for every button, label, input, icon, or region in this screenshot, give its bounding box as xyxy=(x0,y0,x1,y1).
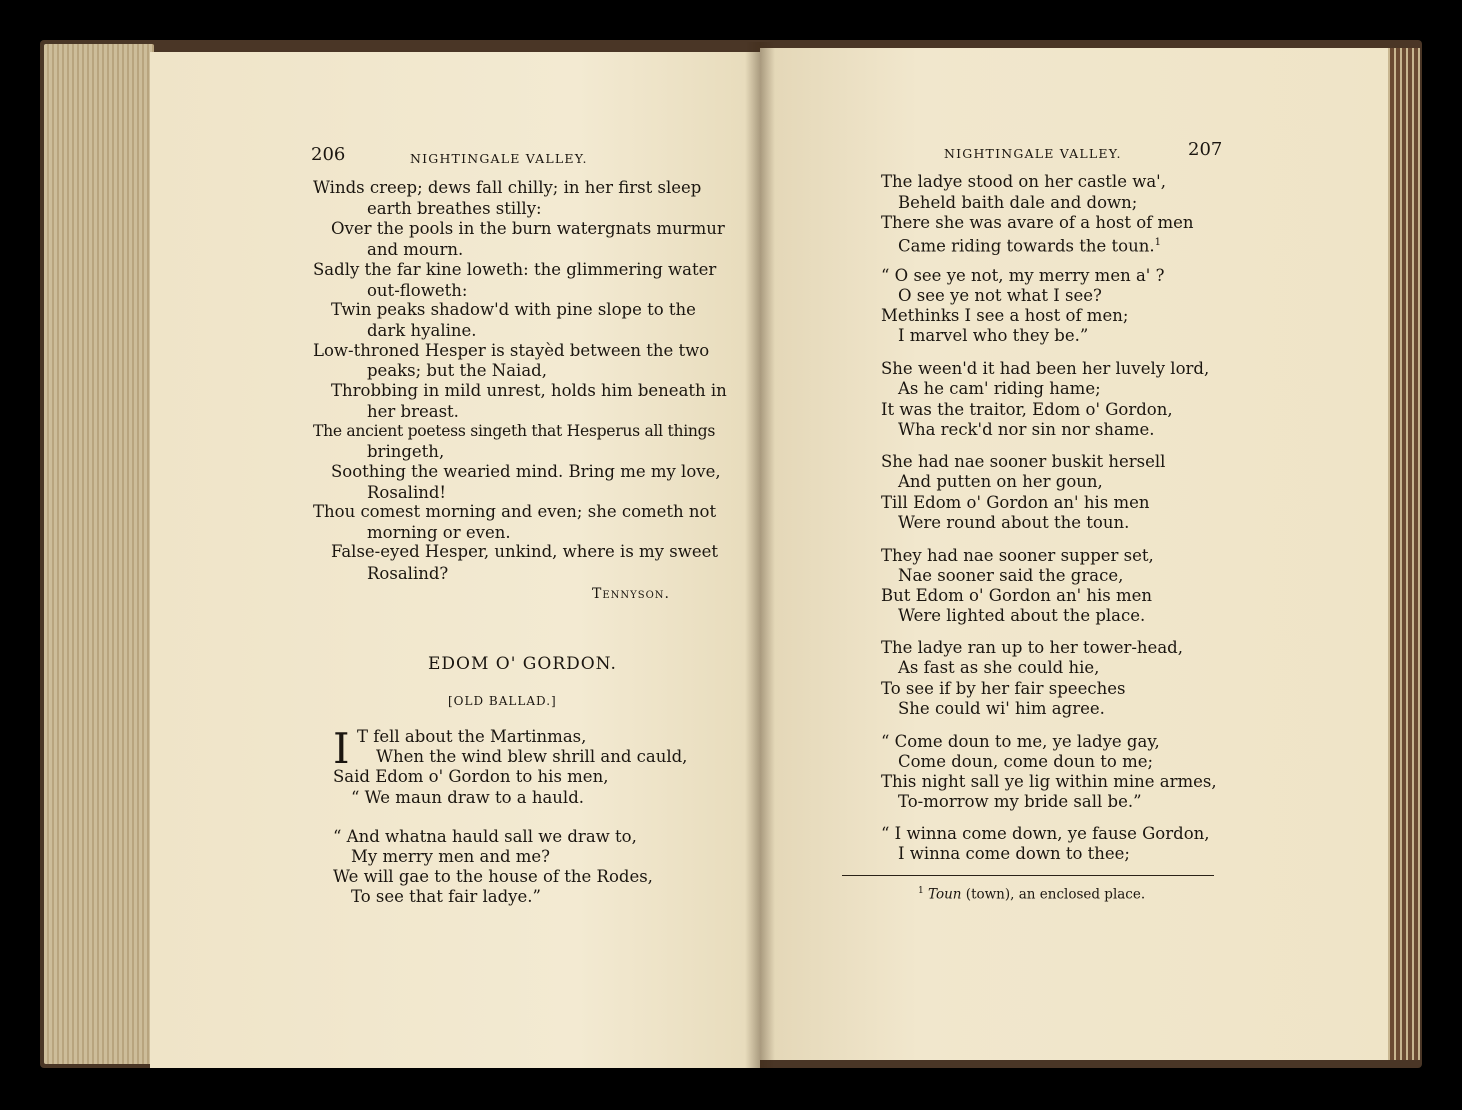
poem-line: Rosalind! xyxy=(367,483,447,502)
footnote-rule xyxy=(842,875,1214,876)
ballad-line: They had nae sooner supper set, xyxy=(881,546,1154,565)
poem-line: Low-throned Hesper is stayèd between the two xyxy=(313,341,710,360)
footnote-marker: 1 xyxy=(918,886,924,896)
ballad-line: As fast as she could hie, xyxy=(898,658,1100,677)
ballad-line: Beheld baith dale and down; xyxy=(898,193,1138,212)
page-number-right: 207 xyxy=(1188,139,1223,160)
ballad-line: This night sall ye lig within mine armes, xyxy=(881,772,1217,791)
poem-line: Twin peaks shadow'd with pine slope to the xyxy=(331,300,696,319)
ballad-line: As he cam' riding hame; xyxy=(898,379,1101,398)
spine-gutter xyxy=(745,42,775,1068)
poem-line: Throbbing in mild unrest, holds him beneath in xyxy=(331,381,727,400)
ballad-line: I winna come down to thee; xyxy=(898,844,1130,863)
ballad-line: She could wi' him agree. xyxy=(898,699,1105,718)
page-edges-right xyxy=(1388,48,1420,1060)
ballad-line: Came riding towards the toun. xyxy=(898,236,1155,256)
ballad-line: “ O see ye not, my merry men a' ? xyxy=(881,266,1165,285)
footnote-term: Toun xyxy=(928,886,962,903)
ballad-line: To see if by her fair speeches xyxy=(881,679,1126,698)
ballad-line: It was the traitor, Edom o' Gordon, xyxy=(881,400,1173,419)
poem-line: out-floweth: xyxy=(367,281,468,300)
ballad-line: Methinks I see a host of men; xyxy=(881,306,1129,325)
ballad-line: Were lighted about the place. xyxy=(898,606,1146,625)
poem-line: Rosalind? xyxy=(367,564,449,583)
ballad-line: To-morrow my bride sall be.” xyxy=(898,792,1142,811)
ballad-line: When the wind blew shrill and cauld, xyxy=(376,747,688,766)
ballad-line: We will gae to the house of the Rodes, xyxy=(333,867,653,886)
ballad-line: “ I winna come down, ye fause Gordon, xyxy=(881,824,1210,843)
ballad-line: “ And whatna hauld sall we draw to, xyxy=(333,827,637,846)
poem-line: morning or even. xyxy=(367,523,511,542)
page-edges-left xyxy=(44,44,154,1064)
poem-line: Winds creep; dews fall chilly; in her first sleep xyxy=(313,178,702,197)
ballad-subtitle: [OLD BALLAD.] xyxy=(448,694,557,708)
ballad-line: Till Edom o' Gordon an' his men xyxy=(881,493,1150,512)
ballad-line: “ We maun draw to a hauld. xyxy=(351,788,585,807)
running-head-left: NIGHTINGALE VALLEY. xyxy=(410,151,588,166)
running-head-right: NIGHTINGALE VALLEY. xyxy=(944,146,1122,161)
ballad-line: I marvel who they be.” xyxy=(898,326,1089,345)
drop-cap: I xyxy=(333,724,350,773)
ballad-line: T fell about the Martinmas, xyxy=(357,727,587,746)
ballad-line: Wha reck'd nor sin nor shame. xyxy=(898,420,1155,439)
poem-line: Over the pools in the burn watergnats murmur xyxy=(331,219,725,238)
footnote-text: (town), an enclosed place. xyxy=(961,886,1146,903)
page-number-left: 206 xyxy=(311,144,346,165)
poem-line: Thou comest morning and even; she cometh not xyxy=(313,502,717,521)
ballad-line: Were round about the toun. xyxy=(898,513,1130,532)
poem-line: False-eyed Hesper, unkind, where is my sweet xyxy=(331,542,718,561)
poem-line: her breast. xyxy=(367,402,459,421)
ballad-line: The ladye ran up to her tower-head, xyxy=(881,638,1183,657)
ballad-line: To see that fair ladye.” xyxy=(351,887,541,906)
ballad-line-with-footnote xyxy=(898,233,1161,257)
ballad-line: There she was avare of a host of men xyxy=(881,213,1194,232)
poem-line: peaks; but the Naiad, xyxy=(367,361,547,380)
footnote xyxy=(918,881,1145,905)
poem-line: bringeth, xyxy=(367,442,445,461)
ballad-line: And putten on her goun, xyxy=(898,472,1103,491)
ballad-line: She had nae sooner buskit hersell xyxy=(881,452,1166,471)
footnote-reference: 1 xyxy=(1154,237,1161,248)
author-attribution: Tennyson. xyxy=(592,586,670,602)
ballad-line: She ween'd it had been her luvely lord, xyxy=(881,359,1210,378)
ballad-line: O see ye not what I see? xyxy=(898,286,1102,305)
ballad-line: Nae sooner said the grace, xyxy=(898,566,1124,585)
poem-line: The ancient poetess singeth that Hesperus all things xyxy=(313,422,716,440)
ballad-line: Said Edom o' Gordon to his men, xyxy=(333,767,609,786)
ballad-line: Come doun, come doun to me; xyxy=(898,752,1154,771)
ballad-line: The ladye stood on her castle wa', xyxy=(881,172,1166,191)
ballad-line: But Edom o' Gordon an' his men xyxy=(881,586,1153,605)
ballad-line: “ Come doun to me, ye ladye gay, xyxy=(881,732,1160,751)
ballad-line: My merry men and me? xyxy=(351,847,551,866)
poem-line: Soothing the wearied mind. Bring me my love, xyxy=(331,462,721,481)
poem-line: earth breathes stilly: xyxy=(367,199,542,218)
poem-line: Sadly the far kine loweth: the glimmering water xyxy=(313,260,717,279)
ballad-title: EDOM O' GORDON. xyxy=(428,654,617,674)
poem-line: and mourn. xyxy=(367,240,464,259)
poem-line: dark hyaline. xyxy=(367,321,477,340)
